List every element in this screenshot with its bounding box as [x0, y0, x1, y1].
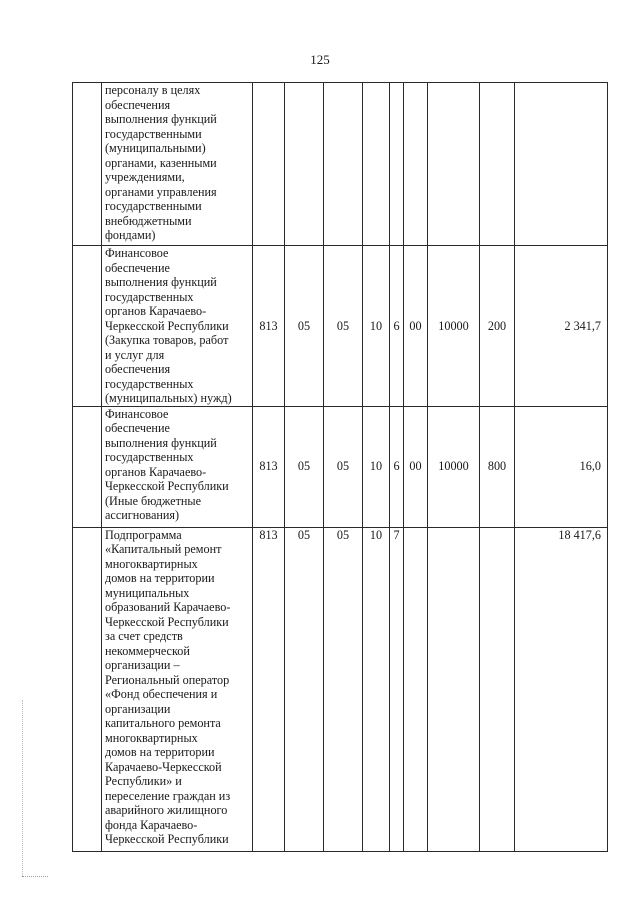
budget-table: [72, 82, 608, 852]
cell-amount: [515, 83, 608, 246]
cell-ministry: 813: [253, 246, 285, 407]
cell-program: 10: [363, 406, 390, 527]
cell-expense-type: 200: [480, 246, 515, 407]
cell-program: 10: [363, 527, 390, 851]
cell-ministry: 813: [253, 527, 285, 851]
cell-activity: 00: [404, 406, 428, 527]
cell-section: 05: [285, 527, 324, 851]
cell-activity: [404, 83, 428, 246]
cell-section: 05: [285, 406, 324, 527]
cell-direction: 10000: [428, 406, 480, 527]
cell-section: 05: [285, 246, 324, 407]
cell-direction: [428, 527, 480, 851]
cell-program: [363, 83, 390, 246]
cell-activity: 00: [404, 246, 428, 407]
row-name: Финансовое обеспечение выполнения функций государственных органов Карачаево- Черкесской Республики (Иные бюджетные ассигнования): [102, 406, 253, 527]
cell-subsection: 05: [324, 406, 363, 527]
table-row: [73, 527, 608, 851]
cell-program: 10: [363, 246, 390, 407]
cell-expense-type: [480, 527, 515, 851]
cell-subsection: 05: [324, 246, 363, 407]
row-name: Подпрограмма «Капитальный ремонт многоквартирных домов на территории муниципальных образований Карачаево- Черкесской Республики за счет средств некоммерческой организации – Региональный оператор «Фонд обеспечения и организации капитального ремонта многоквартирных домов на территории Карачаево-Черкесской Республики» и переселение граждан из аварийного жилищного фонда Карачаево- Черкесской Республики: [102, 527, 253, 851]
table-row: [73, 246, 608, 407]
table-row: [73, 83, 608, 246]
cell-amount: 18 417,6: [515, 527, 608, 851]
scan-margin-line: [22, 700, 24, 876]
row-name: персоналу в целях обеспечения выполнения функций государственными (муниципальными) органами, казенными учреждениями, органами управления государственными внебюджетными фондами): [102, 83, 253, 246]
cell-ministry: 813: [253, 406, 285, 527]
row-margin-cell: [73, 83, 102, 246]
cell-subprogram: [390, 83, 404, 246]
cell-amount: 16,0: [515, 406, 608, 527]
cell-expense-type: 800: [480, 406, 515, 527]
row-name: Финансовое обеспечение выполнения функций государственных органов Карачаево- Черкесской Республики (Закупка товаров, работ и услуг для обеспечения государственных (муниципальных) нужд): [102, 246, 253, 407]
cell-subsection: 05: [324, 527, 363, 851]
cell-subsection: [324, 83, 363, 246]
row-margin-cell: [73, 406, 102, 527]
cell-direction: [428, 83, 480, 246]
cell-subprogram: 6: [390, 246, 404, 407]
table-row: [73, 406, 608, 527]
cell-section: [285, 83, 324, 246]
cell-ministry: [253, 83, 285, 246]
cell-subprogram: 7: [390, 527, 404, 851]
cell-expense-type: [480, 83, 515, 246]
cell-direction: 10000: [428, 246, 480, 407]
row-margin-cell: [73, 246, 102, 407]
cell-subprogram: 6: [390, 406, 404, 527]
scan-margin-mark: [22, 876, 48, 878]
cell-activity: [404, 527, 428, 851]
page-number: 125: [310, 52, 330, 67]
cell-amount: 2 341,7: [515, 246, 608, 407]
row-margin-cell: [73, 527, 102, 851]
